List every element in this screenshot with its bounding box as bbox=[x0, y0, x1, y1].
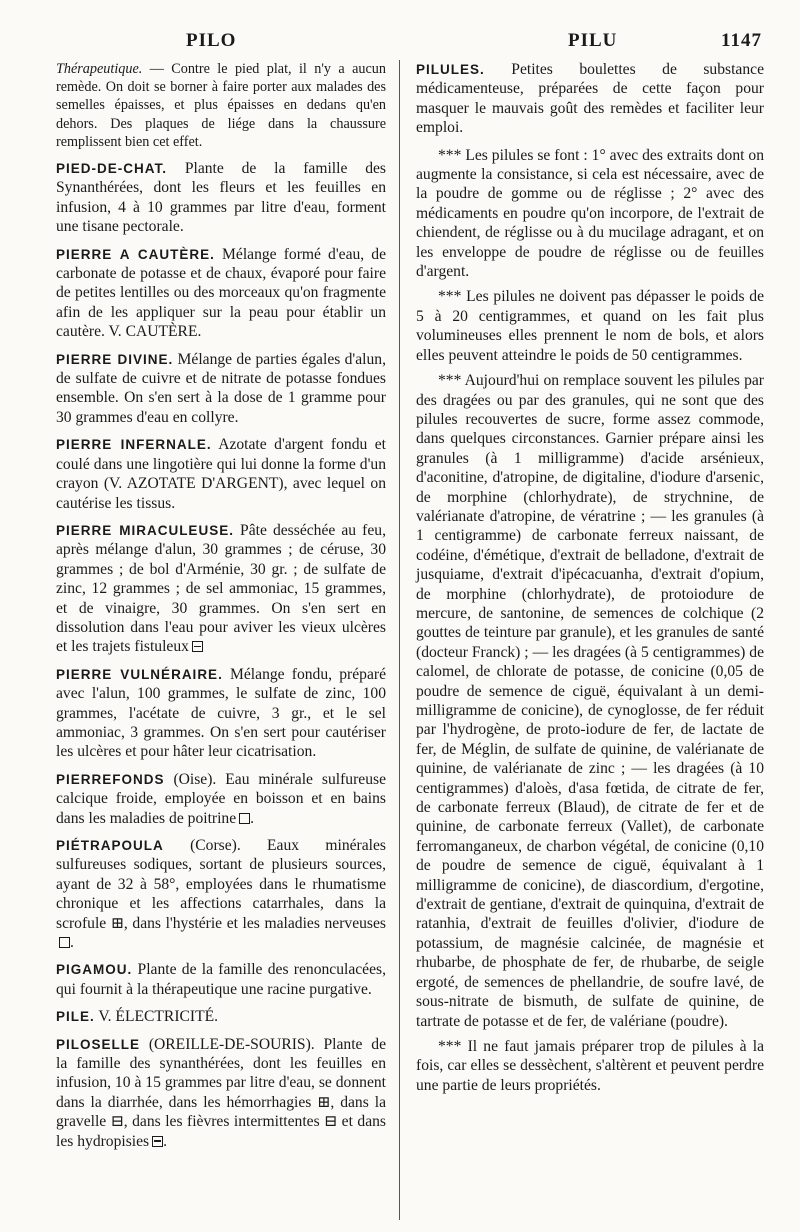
entry-therapeutique bbox=[56, 60, 386, 151]
entry-headword: PIERREFONDS bbox=[56, 771, 165, 787]
entry-headword: PIERRE MIRACULEUSE. bbox=[56, 522, 234, 538]
header-right-word: PILU bbox=[568, 30, 618, 51]
entry-pierre-miraculeuse bbox=[56, 521, 386, 657]
pilules-paragraph-1: *** Les pilules se font : 1° avec des extraits dont on augmente la consistance, si cela est nécessaire, avec de la poudre de gomme ou de réglisse ; 2° avec des médicaments en poudre qu'on incorpore, de l'extrait de chiendent, de réglisse ou à du mucilage adragant, et on les enveloppe de poudre de réglisse ou de feuilles d'argent. bbox=[416, 146, 764, 281]
left-column bbox=[56, 60, 386, 1159]
entry-text: Mélange fondu, préparé avec l'alun, 100 grammes, le sulfate de zinc, 100 grammes, l'acétate de cuivre, 3 gr., et le sel ammoniac, 3 grammes. On s'en sert pour cautériser les ulcères et pour hâter leur cicatrisation. bbox=[56, 665, 386, 761]
entry-text: Petites boulettes de substance médicamenteuse, préparées de cette façon pour masquer le mauvais goût des remèdes et faciliter leur emploi. bbox=[416, 61, 764, 137]
entry-text: — Contre le pied plat, il n'y a aucun remède. On doit se borner à faire porter aux malades des semelles épaisses, et plus épaisses en dedans qu'en dehors. Des plaques de liége dans la chaussure remplissent bien cet effet. bbox=[56, 61, 386, 150]
entry-text: (OREILLE-DE-SOURIS). Plante de la famille des synanthérées, dont les feuilles en infusion, 10 à 15 grammes par litre d'eau, se donnent dans la diarrhée, dans les hémorrhagies ⊞, dans la gravelle ⊟, dans les fièvres intermittentes ⊟ et dans les hydropisies bbox=[56, 1035, 386, 1150]
entry-pile bbox=[56, 1007, 386, 1026]
entry-headword: PIERRE VULNÉRAIRE. bbox=[56, 666, 223, 682]
entry-text: Mélange de parties égales d'alun, de sulfate de cuivre et de nitrate de potasse fondues ensemble. On s'en sert à la dose de 1 gramme pour 30 grammes d'eau en collyre. bbox=[56, 350, 386, 426]
entry-headword: PIERRE DIVINE. bbox=[56, 351, 174, 367]
minus-box-icon bbox=[152, 1136, 163, 1147]
entry-headword: PILULES. bbox=[416, 62, 485, 77]
entry-text: Mélange formé d'eau, de carbonate de potasse et de chaux, évaporé pour faire de petites lentilles ou des morceaux qu'on fragmente afin de les appliquer sur la peau pour établir un cautère. V. CAUTÈRE. bbox=[56, 245, 387, 341]
entry-text: Plante de la famille des renonculacées, qui fournit à la thérapeutique une racine purgative. bbox=[56, 961, 386, 998]
entry-piloselle: PILOSELLE (OREILLE-DE-SOURIS). Plante de la famille des synanthérées, dont les feuilles en infusion, 10 à 15 grammes par litre d'eau, se donnent dans la diarrhée, dans les hémorrhagies ⊞, dans la gravelle ⊟, dans les fièvres intermittentes ⊟ et dans les hydropisies . bbox=[56, 1035, 386, 1150]
entry-headword: PILE. bbox=[56, 1009, 95, 1025]
pilules-paragraph-3: *** Aujourd'hui on remplace souvent les pilules par des dragées ou par des granules, qui ne sont que des pilules recouvertes de sucre, forme assez commode, dans quelques circonstances. Garnier prépare ainsi les granules (à 1 milligramme) d'acide arsénieux, d'aconitine, d'atropine, de digitaline, d'iodure d'arsenic, de morphine (chlorhydrate), de strychnine, de valérianate d'atropine, de vératrine ; — les granules (à 1 centigramme) de carbonate ferreux naissant, de codéine, d'émétique, d'extrait de belladone, d'extrait de jusquiame, d'extrait d'ipécacuanha, d'extrait d'opium, de morphine (chlorhydrate), de protoiodure de mercure, de santonine, de semences de colchique (2 gouttes de teinture par granule), et les granules de santé (docteur Franck) ; — les dragées (à 5 centigrammes) de calomel, de chlorate de potasse, de conicine (0,05 de poudre de semence de ciguë, équivalant à un demi-milligramme de conicine), de cynoglosse, de fer réduit par l'hydrogène, de proto-iodure de fer, de lactate de fer, de Méglin, de sulfate de quinine, de valérianate de quinine, de valérianate de zinc ; — les dragées (à 10 centigrammes) d'aloès, d'asa fœtida, de citrate de fer, de carbonate ferreux (Blaud), de citrate de fer et de quinine, de carbonate ferreux (Vallet), de carbonate ferromanganeux, de charbon végétal, de conicine (0,10 de poudre de semence de ciguë, équivalant à 1 milligramme de conicine), de diascordium, d'ergotine, d'extrait de gentiane, d'extrait de quinquina, d'extrait de ratanhia, d'extrait de feuilles d'olivier, d'iodure de potassium, de magnésie calcinée, de magnésie et rhubarbe, de phosphate de fer, de rhubarbe, de seigle ergoté, de semences de phellandrie, de soufre lavé, de sous-nitrate de bismuth, de sulfate de quinine, de tartrate de potasse et de fer, de valériane (poudre). bbox=[416, 372, 764, 1030]
entry-pied-de-chat bbox=[56, 159, 386, 237]
entry-headword: PIÉTRAPOULA bbox=[56, 838, 164, 854]
entry-pierre-divine bbox=[56, 350, 386, 428]
entry-pierre-a-cautere bbox=[56, 245, 386, 342]
pilules-paragraph-4: *** Il ne faut jamais préparer trop de pilules à la fois, car elles se dessèchent, s'altèrent et peuvent perdre une partie de leurs propriétés. bbox=[416, 1037, 764, 1094]
entry-italic-lead: Thérapeutique. bbox=[56, 61, 143, 77]
entry-headword: PIERRE A CAUTÈRE. bbox=[56, 246, 215, 262]
entry-text: (Oise). Eau minérale sulfureuse calcique froide, employée en boisson et en bains dans les maladies de poitrine bbox=[56, 770, 386, 827]
right-column bbox=[416, 60, 764, 1101]
running-header bbox=[56, 30, 762, 54]
entry-text: Plante de la famille des Synanthérées, dont les fleurs et les feuilles en infusion, 4 à 10 grammes par litre d'eau, forment une tisane pectorale. bbox=[56, 160, 386, 236]
empty-box-icon bbox=[59, 937, 70, 948]
entry-pierrefonds: PIERREFONDS (Oise). Eau minérale sulfureuse calcique froide, employée en boisson et en bains dans les maladies de poitrine . bbox=[56, 770, 386, 827]
page-number: 1147 bbox=[721, 30, 762, 51]
entry-text: Pâte desséchée au feu, après mélange d'alun, 30 grammes ; de céruse, 30 grammes ; de bol d'Arménie, 30 gr. ; de sulfate de zinc, 12 grammes ; de sel ammoniac, 15 grammes, et de vinaigre, 30 grammes. On s'en sert en dissolution dans l'eau pour aviver les vieux ulcères et les trajets fistuleux bbox=[56, 521, 386, 656]
column-divider bbox=[399, 60, 400, 1220]
entry-pietrapoula: PIÉTRAPOULA (Corse). Eaux minérales sulfureuses sodiques, sortant de plusieurs sources, ayant de 32 à 58°, employées dans le rhumatisme chronique et les affections catarrhales, dans la scrofule ⊞, dans l'hystérie et les maladies nerveuses. bbox=[56, 837, 386, 952]
entry-pilules bbox=[416, 60, 764, 138]
minus-box-icon bbox=[192, 641, 203, 652]
entry-headword: PIGAMOU. bbox=[56, 962, 133, 978]
entry-headword: PIED-DE-CHAT. bbox=[56, 161, 168, 177]
entry-headword: PILOSELLE bbox=[56, 1036, 141, 1052]
entry-pigamou bbox=[56, 960, 386, 999]
empty-box-icon bbox=[239, 813, 250, 824]
entry-text: V. ÉLECTRICITÉ. bbox=[94, 1008, 219, 1026]
entry-text: (Corse). Eaux minérales sulfureuses sodiques, sortant de plusieurs sources, ayant de 32 à 58°, employées dans le rhumatisme chronique et les affections catarrhales, dans la scrofule ⊞, dans l'hystérie et les maladies nerveuses bbox=[56, 837, 386, 932]
header-left-word: PILO bbox=[186, 30, 237, 51]
entry-text: Azotate d'argent fondu et coulé dans une lingotière qui lui donne la forme d'un crayon (V. AZOTATE D'ARGENT), avec lequel on cautérise les tissus. bbox=[56, 436, 387, 512]
entry-pierre-vulneraire bbox=[56, 665, 386, 762]
pilules-paragraph-2: *** Les pilules ne doivent pas dépasser le poids de 5 à 20 centigrammes, et quand on les fait plus volumineuses elles prennent le nom de bols, et alors elles peuvent atteindre le poids de 50 centigrammes. bbox=[416, 288, 764, 364]
entry-pierre-infernale bbox=[56, 435, 386, 513]
entry-headword: PIERRE INFERNALE. bbox=[56, 437, 212, 453]
